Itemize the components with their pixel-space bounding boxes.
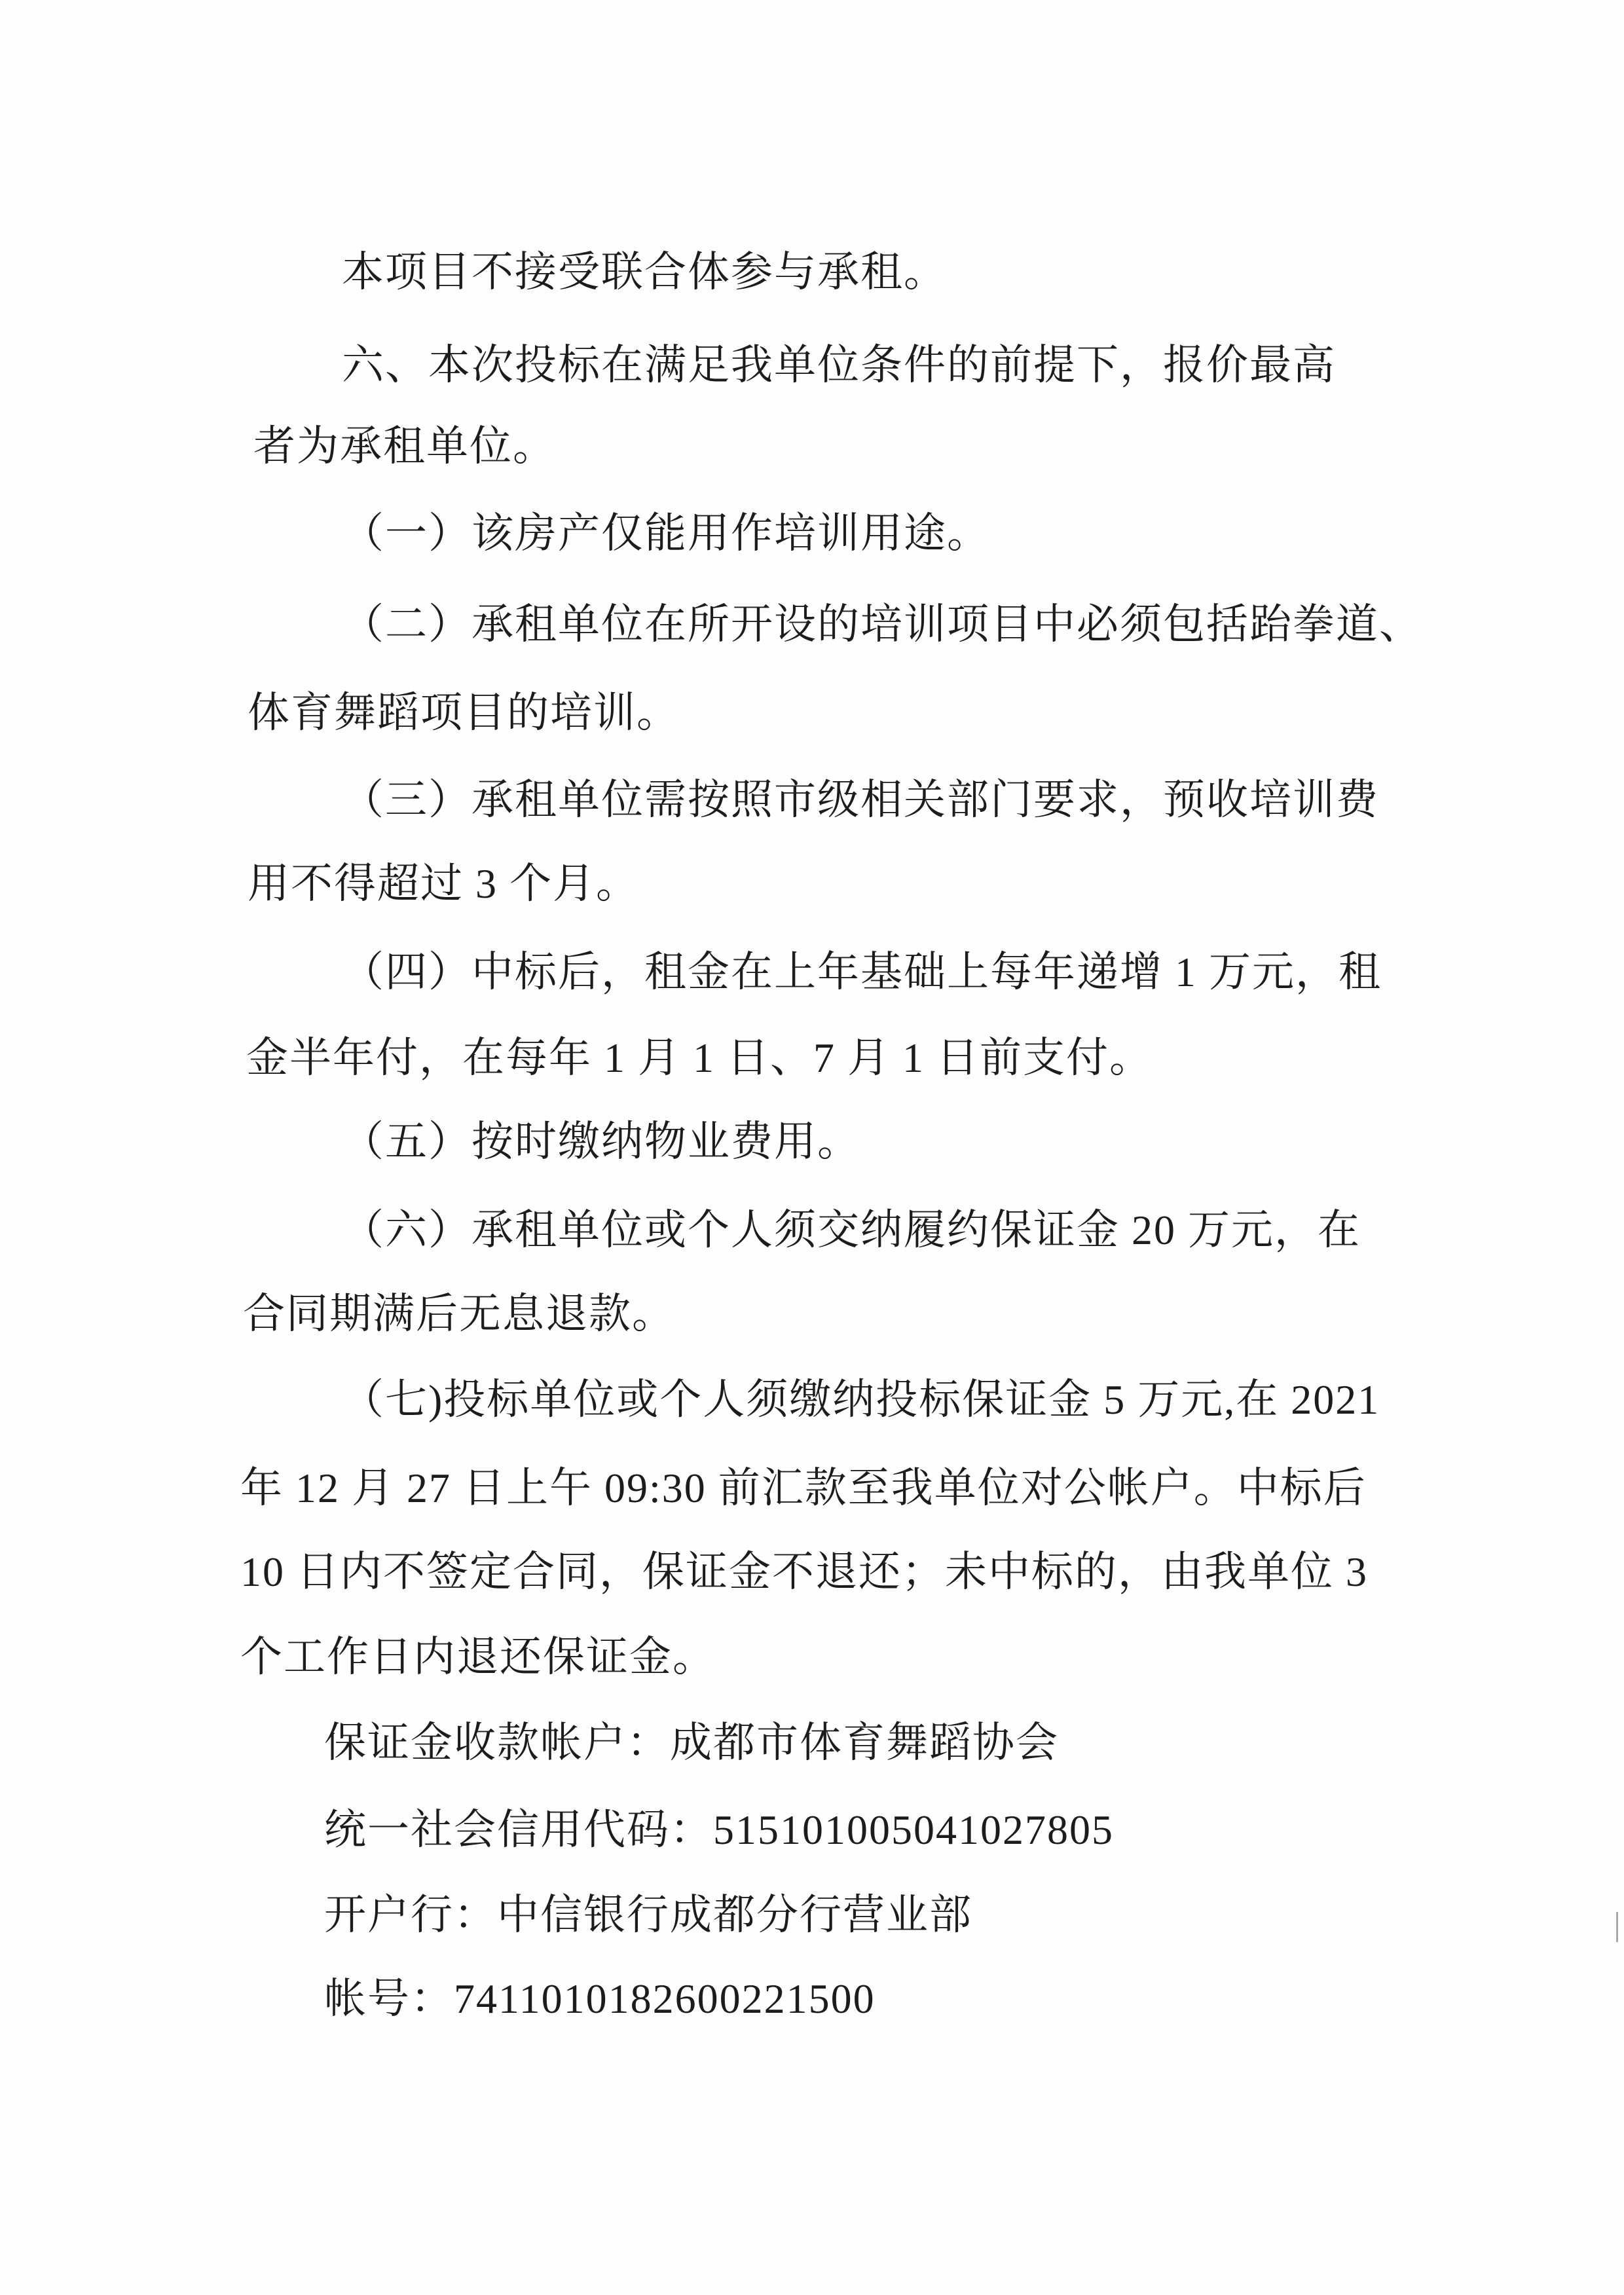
account-number: [324, 1973, 876, 2025]
paragraph-line: （二）承租单位在所开设的培训项目中必须包括跆拳道、: [342, 601, 1422, 648]
account-payee-value: 成都市体育舞蹈协会: [670, 1719, 1059, 1766]
paragraph-line: 用不得超过 3 个月。: [248, 860, 639, 907]
paragraph-line: （五）按时缴纳物业费用。: [342, 1118, 860, 1165]
paragraph-line: 六、本次投标在满足我单位条件的前提下，报价最高: [342, 342, 1336, 388]
paragraph-line: （四）中标后，租金在上年基础上每年递增 1 万元，租: [342, 949, 1382, 995]
paragraph-line: 合同期满后无息退款。: [243, 1291, 675, 1337]
account-number-label: 帐号：: [324, 1975, 454, 2022]
account-credit-code-label: 统一社会信用代码：: [324, 1807, 713, 1853]
paragraph-line: 体育舞蹈项目的培训。: [248, 689, 680, 736]
paragraph-line: 年 12 月 27 日上午 09:30 前汇款至我单位对公帐户。中标后: [240, 1465, 1367, 1511]
paragraph-line: （三）承租单位需按照市级相关部门要求，预收培训费: [342, 777, 1379, 823]
account-payee-label: 保证金收款帐户：: [324, 1719, 670, 1766]
account-payee: [324, 1717, 1059, 1769]
account-bank-label: 开户行：: [324, 1892, 497, 1938]
paragraph-line: 个工作日内退还保证金。: [240, 1634, 716, 1680]
paragraph-line: 金半年付，在每年 1 月 1 日、7 月 1 日前支付。: [246, 1035, 1153, 1081]
account-number-value: 7411010182600221500: [454, 1975, 876, 2022]
paragraph-line: 10 日内不签定合同，保证金不退还；未中标的，由我单位 3: [240, 1549, 1368, 1595]
account-bank-value: 中信银行成都分行营业部: [497, 1892, 972, 1938]
account-credit-code: [324, 1804, 1114, 1856]
account-credit-code-value: 515101005041027805: [713, 1807, 1114, 1853]
paragraph-line: （六）承租单位或个人须交纳履约保证金 20 万元，在: [342, 1207, 1361, 1253]
account-bank: [324, 1889, 972, 1941]
scan-edge-mark: [1616, 1912, 1618, 1942]
paragraph-line: （一）该房产仅能用作培训用途。: [342, 510, 990, 557]
paragraph-line: （七)投标单位或个人须缴纳投标保证金 5 万元,在 2021: [342, 1376, 1380, 1423]
paragraph-line: 者为承租单位。: [253, 423, 556, 469]
paragraph-line: 本项目不接受联合体参与承租。: [342, 249, 947, 295]
